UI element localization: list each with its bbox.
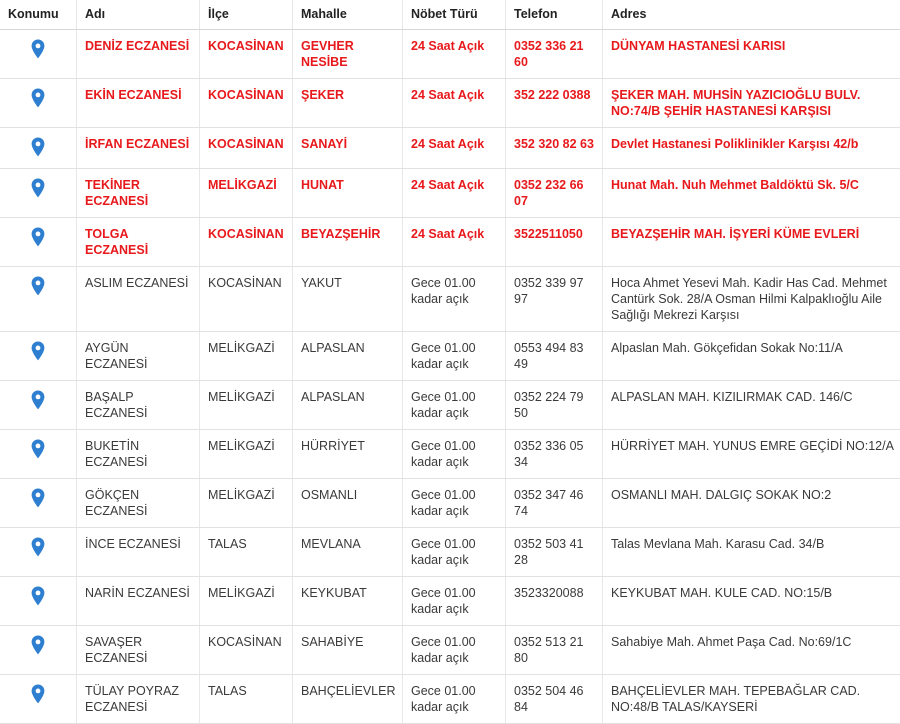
neighborhood-cell: HUNAT bbox=[293, 169, 403, 218]
table-row[interactable] bbox=[0, 528, 900, 577]
district-cell: MELİKGAZİ bbox=[200, 430, 293, 479]
map-pin-icon[interactable] bbox=[31, 227, 45, 247]
district-cell: KOCASİNAN bbox=[200, 128, 293, 169]
location-cell[interactable] bbox=[0, 30, 77, 79]
address-cell: Hunat Mah. Nuh Mehmet Baldöktü Sk. 5/C bbox=[603, 169, 900, 218]
duty-type-cell: 24 Saat Açık bbox=[403, 169, 506, 218]
location-cell[interactable] bbox=[0, 267, 77, 332]
map-pin-icon[interactable] bbox=[31, 586, 45, 606]
phone-cell: 352 222 0388 bbox=[506, 79, 603, 128]
neighborhood-cell: SAHABİYE bbox=[293, 626, 403, 675]
district-cell: KOCASİNAN bbox=[200, 30, 293, 79]
district-cell: MELİKGAZİ bbox=[200, 169, 293, 218]
table-header-row bbox=[0, 0, 900, 30]
location-cell[interactable] bbox=[0, 169, 77, 218]
map-pin-icon[interactable] bbox=[31, 137, 45, 157]
duty-type-cell: Gece 01.00 kadar açık bbox=[403, 577, 506, 626]
neighborhood-cell: MEVLANA bbox=[293, 528, 403, 577]
map-pin-icon[interactable] bbox=[31, 488, 45, 508]
location-cell[interactable] bbox=[0, 218, 77, 267]
pharmacy-name-cell: TEKİNER ECZANESİ bbox=[77, 169, 200, 218]
pharmacy-name-cell: BUKETİN ECZANESİ bbox=[77, 430, 200, 479]
address-cell: BEYAZŞEHİR MAH. İŞYERİ KÜME EVLERİ bbox=[603, 218, 900, 267]
pharmacy-name-cell: GÖKÇEN ECZANESİ bbox=[77, 479, 200, 528]
address-cell: Talas Mevlana Mah. Karasu Cad. 34/B bbox=[603, 528, 900, 577]
table-row[interactable] bbox=[0, 332, 900, 381]
location-cell[interactable] bbox=[0, 577, 77, 626]
location-cell[interactable] bbox=[0, 79, 77, 128]
district-cell: KOCASİNAN bbox=[200, 218, 293, 267]
column-header-nobet-turu: Nöbet Türü bbox=[403, 0, 506, 30]
address-cell: ŞEKER MAH. MUHSİN YAZICIOĞLU BULV. NO:74/B ŞEHİR HASTANESİ KARŞISI bbox=[603, 79, 900, 128]
column-header-mahalle: Mahalle bbox=[293, 0, 403, 30]
pharmacy-name-cell: DENİZ ECZANESİ bbox=[77, 30, 200, 79]
map-pin-icon[interactable] bbox=[31, 341, 45, 361]
pharmacy-name-cell: AYGÜN ECZANESİ bbox=[77, 332, 200, 381]
phone-cell: 0352 503 41 28 bbox=[506, 528, 603, 577]
neighborhood-cell: ŞEKER bbox=[293, 79, 403, 128]
neighborhood-cell: KEYKUBAT bbox=[293, 577, 403, 626]
duty-type-cell: 24 Saat Açık bbox=[403, 30, 506, 79]
duty-type-cell: 24 Saat Açık bbox=[403, 79, 506, 128]
table-row[interactable] bbox=[0, 267, 900, 332]
table-row[interactable] bbox=[0, 381, 900, 430]
map-pin-icon[interactable] bbox=[31, 635, 45, 655]
neighborhood-cell: ALPASLAN bbox=[293, 381, 403, 430]
map-pin-icon[interactable] bbox=[31, 439, 45, 459]
phone-cell: 0352 504 46 84 bbox=[506, 675, 603, 724]
district-cell: MELİKGAZİ bbox=[200, 332, 293, 381]
column-header-adres: Adres bbox=[603, 0, 900, 30]
duty-type-cell: 24 Saat Açık bbox=[403, 128, 506, 169]
pharmacy-name-cell: BAŞALP ECZANESİ bbox=[77, 381, 200, 430]
phone-cell: 0352 224 79 50 bbox=[506, 381, 603, 430]
district-cell: MELİKGAZİ bbox=[200, 381, 293, 430]
phone-cell: 0352 513 21 80 bbox=[506, 626, 603, 675]
neighborhood-cell: OSMANLI bbox=[293, 479, 403, 528]
duty-type-cell: Gece 01.00 kadar açık bbox=[403, 675, 506, 724]
phone-cell: 0352 232 66 07 bbox=[506, 169, 603, 218]
address-cell: OSMANLI MAH. DALGIÇ SOKAK NO:2 bbox=[603, 479, 900, 528]
map-pin-icon[interactable] bbox=[31, 537, 45, 557]
location-cell[interactable] bbox=[0, 479, 77, 528]
neighborhood-cell: SANAYİ bbox=[293, 128, 403, 169]
phone-cell: 0553 494 83 49 bbox=[506, 332, 603, 381]
column-header-adi: Adı bbox=[77, 0, 200, 30]
table-row[interactable] bbox=[0, 79, 900, 128]
pharmacy-name-cell: SAVAŞER ECZANESİ bbox=[77, 626, 200, 675]
neighborhood-cell: BAHÇELİEVLER bbox=[293, 675, 403, 724]
table-row[interactable] bbox=[0, 218, 900, 267]
map-pin-icon[interactable] bbox=[31, 390, 45, 410]
table-row[interactable] bbox=[0, 430, 900, 479]
location-cell[interactable] bbox=[0, 332, 77, 381]
pharmacy-name-cell: EKİN ECZANESİ bbox=[77, 79, 200, 128]
duty-type-cell: 24 Saat Açık bbox=[403, 218, 506, 267]
phone-cell: 352 320 82 63 bbox=[506, 128, 603, 169]
location-cell[interactable] bbox=[0, 675, 77, 724]
table-row[interactable] bbox=[0, 626, 900, 675]
table-row[interactable] bbox=[0, 577, 900, 626]
pharmacy-name-cell: ASLIM ECZANESİ bbox=[77, 267, 200, 332]
map-pin-icon[interactable] bbox=[31, 178, 45, 198]
column-header-telefon: Telefon bbox=[506, 0, 603, 30]
phone-cell: 0352 336 21 60 bbox=[506, 30, 603, 79]
table-row[interactable] bbox=[0, 479, 900, 528]
address-cell: BAHÇELİEVLER MAH. TEPEBAĞLAR CAD. NO:48/B TALAS/KAYSERİ bbox=[603, 675, 900, 724]
phone-cell: 0352 347 46 74 bbox=[506, 479, 603, 528]
district-cell: MELİKGAZİ bbox=[200, 577, 293, 626]
map-pin-icon[interactable] bbox=[31, 39, 45, 59]
table-body bbox=[0, 30, 900, 724]
district-cell: KOCASİNAN bbox=[200, 626, 293, 675]
district-cell: MELİKGAZİ bbox=[200, 479, 293, 528]
duty-type-cell: Gece 01.00 kadar açık bbox=[403, 528, 506, 577]
pharmacy-name-cell: TÜLAY POYRAZ ECZANESİ bbox=[77, 675, 200, 724]
neighborhood-cell: GEVHER NESİBE bbox=[293, 30, 403, 79]
pharmacy-name-cell: İRFAN ECZANESİ bbox=[77, 128, 200, 169]
table-row[interactable] bbox=[0, 30, 900, 79]
location-cell[interactable] bbox=[0, 430, 77, 479]
phone-cell: 3522511050 bbox=[506, 218, 603, 267]
neighborhood-cell: BEYAZŞEHİR bbox=[293, 218, 403, 267]
pharmacy-name-cell: NARİN ECZANESİ bbox=[77, 577, 200, 626]
address-cell: ALPASLAN MAH. KIZILIRMAK CAD. 146/C bbox=[603, 381, 900, 430]
address-cell: HÜRRİYET MAH. YUNUS EMRE GEÇİDİ NO:12/A bbox=[603, 430, 900, 479]
phone-cell: 3523320088 bbox=[506, 577, 603, 626]
address-cell: DÜNYAM HASTANESİ KARISI bbox=[603, 30, 900, 79]
location-cell[interactable] bbox=[0, 528, 77, 577]
location-cell[interactable] bbox=[0, 128, 77, 169]
duty-type-cell: Gece 01.00 kadar açık bbox=[403, 332, 506, 381]
district-cell: TALAS bbox=[200, 675, 293, 724]
address-cell: Alpaslan Mah. Gökçefidan Sokak No:11/A bbox=[603, 332, 900, 381]
pharmacy-name-cell: TOLGA ECZANESİ bbox=[77, 218, 200, 267]
duty-type-cell: Gece 01.00 kadar açık bbox=[403, 626, 506, 675]
pharmacy-name-cell: İNCE ECZANESİ bbox=[77, 528, 200, 577]
address-cell: Devlet Hastanesi Poliklinikler Karşısı 42/b bbox=[603, 128, 900, 169]
address-cell: Sahabiye Mah. Ahmet Paşa Cad. No:69/1C bbox=[603, 626, 900, 675]
address-cell: KEYKUBAT MAH. KULE CAD. NO:15/B bbox=[603, 577, 900, 626]
duty-type-cell: Gece 01.00 kadar açık bbox=[403, 479, 506, 528]
neighborhood-cell: YAKUT bbox=[293, 267, 403, 332]
column-header-konumu: Konumu bbox=[0, 0, 77, 30]
table-row[interactable] bbox=[0, 169, 900, 218]
duty-type-cell: Gece 01.00 kadar açık bbox=[403, 381, 506, 430]
map-pin-icon[interactable] bbox=[31, 88, 45, 108]
district-cell: KOCASİNAN bbox=[200, 79, 293, 128]
column-header-ilce: İlçe bbox=[200, 0, 293, 30]
district-cell: TALAS bbox=[200, 528, 293, 577]
table-row[interactable] bbox=[0, 675, 900, 724]
phone-cell: 0352 339 97 97 bbox=[506, 267, 603, 332]
district-cell: KOCASİNAN bbox=[200, 267, 293, 332]
duty-type-cell: Gece 01.00 kadar açık bbox=[403, 267, 506, 332]
map-pin-icon[interactable] bbox=[31, 276, 45, 296]
location-cell[interactable] bbox=[0, 626, 77, 675]
address-cell: Hoca Ahmet Yesevi Mah. Kadir Has Cad. Mehmet Cantürk Sok. 28/A Osman Hilmi Kalpaklıoğlu Aile Sağlığı Mekrezi Karşısı bbox=[603, 267, 900, 332]
location-cell[interactable] bbox=[0, 381, 77, 430]
map-pin-icon[interactable] bbox=[31, 684, 45, 704]
duty-type-cell: Gece 01.00 kadar açık bbox=[403, 430, 506, 479]
table-row[interactable] bbox=[0, 128, 900, 169]
phone-cell: 0352 336 05 34 bbox=[506, 430, 603, 479]
neighborhood-cell: HÜRRİYET bbox=[293, 430, 403, 479]
neighborhood-cell: ALPASLAN bbox=[293, 332, 403, 381]
